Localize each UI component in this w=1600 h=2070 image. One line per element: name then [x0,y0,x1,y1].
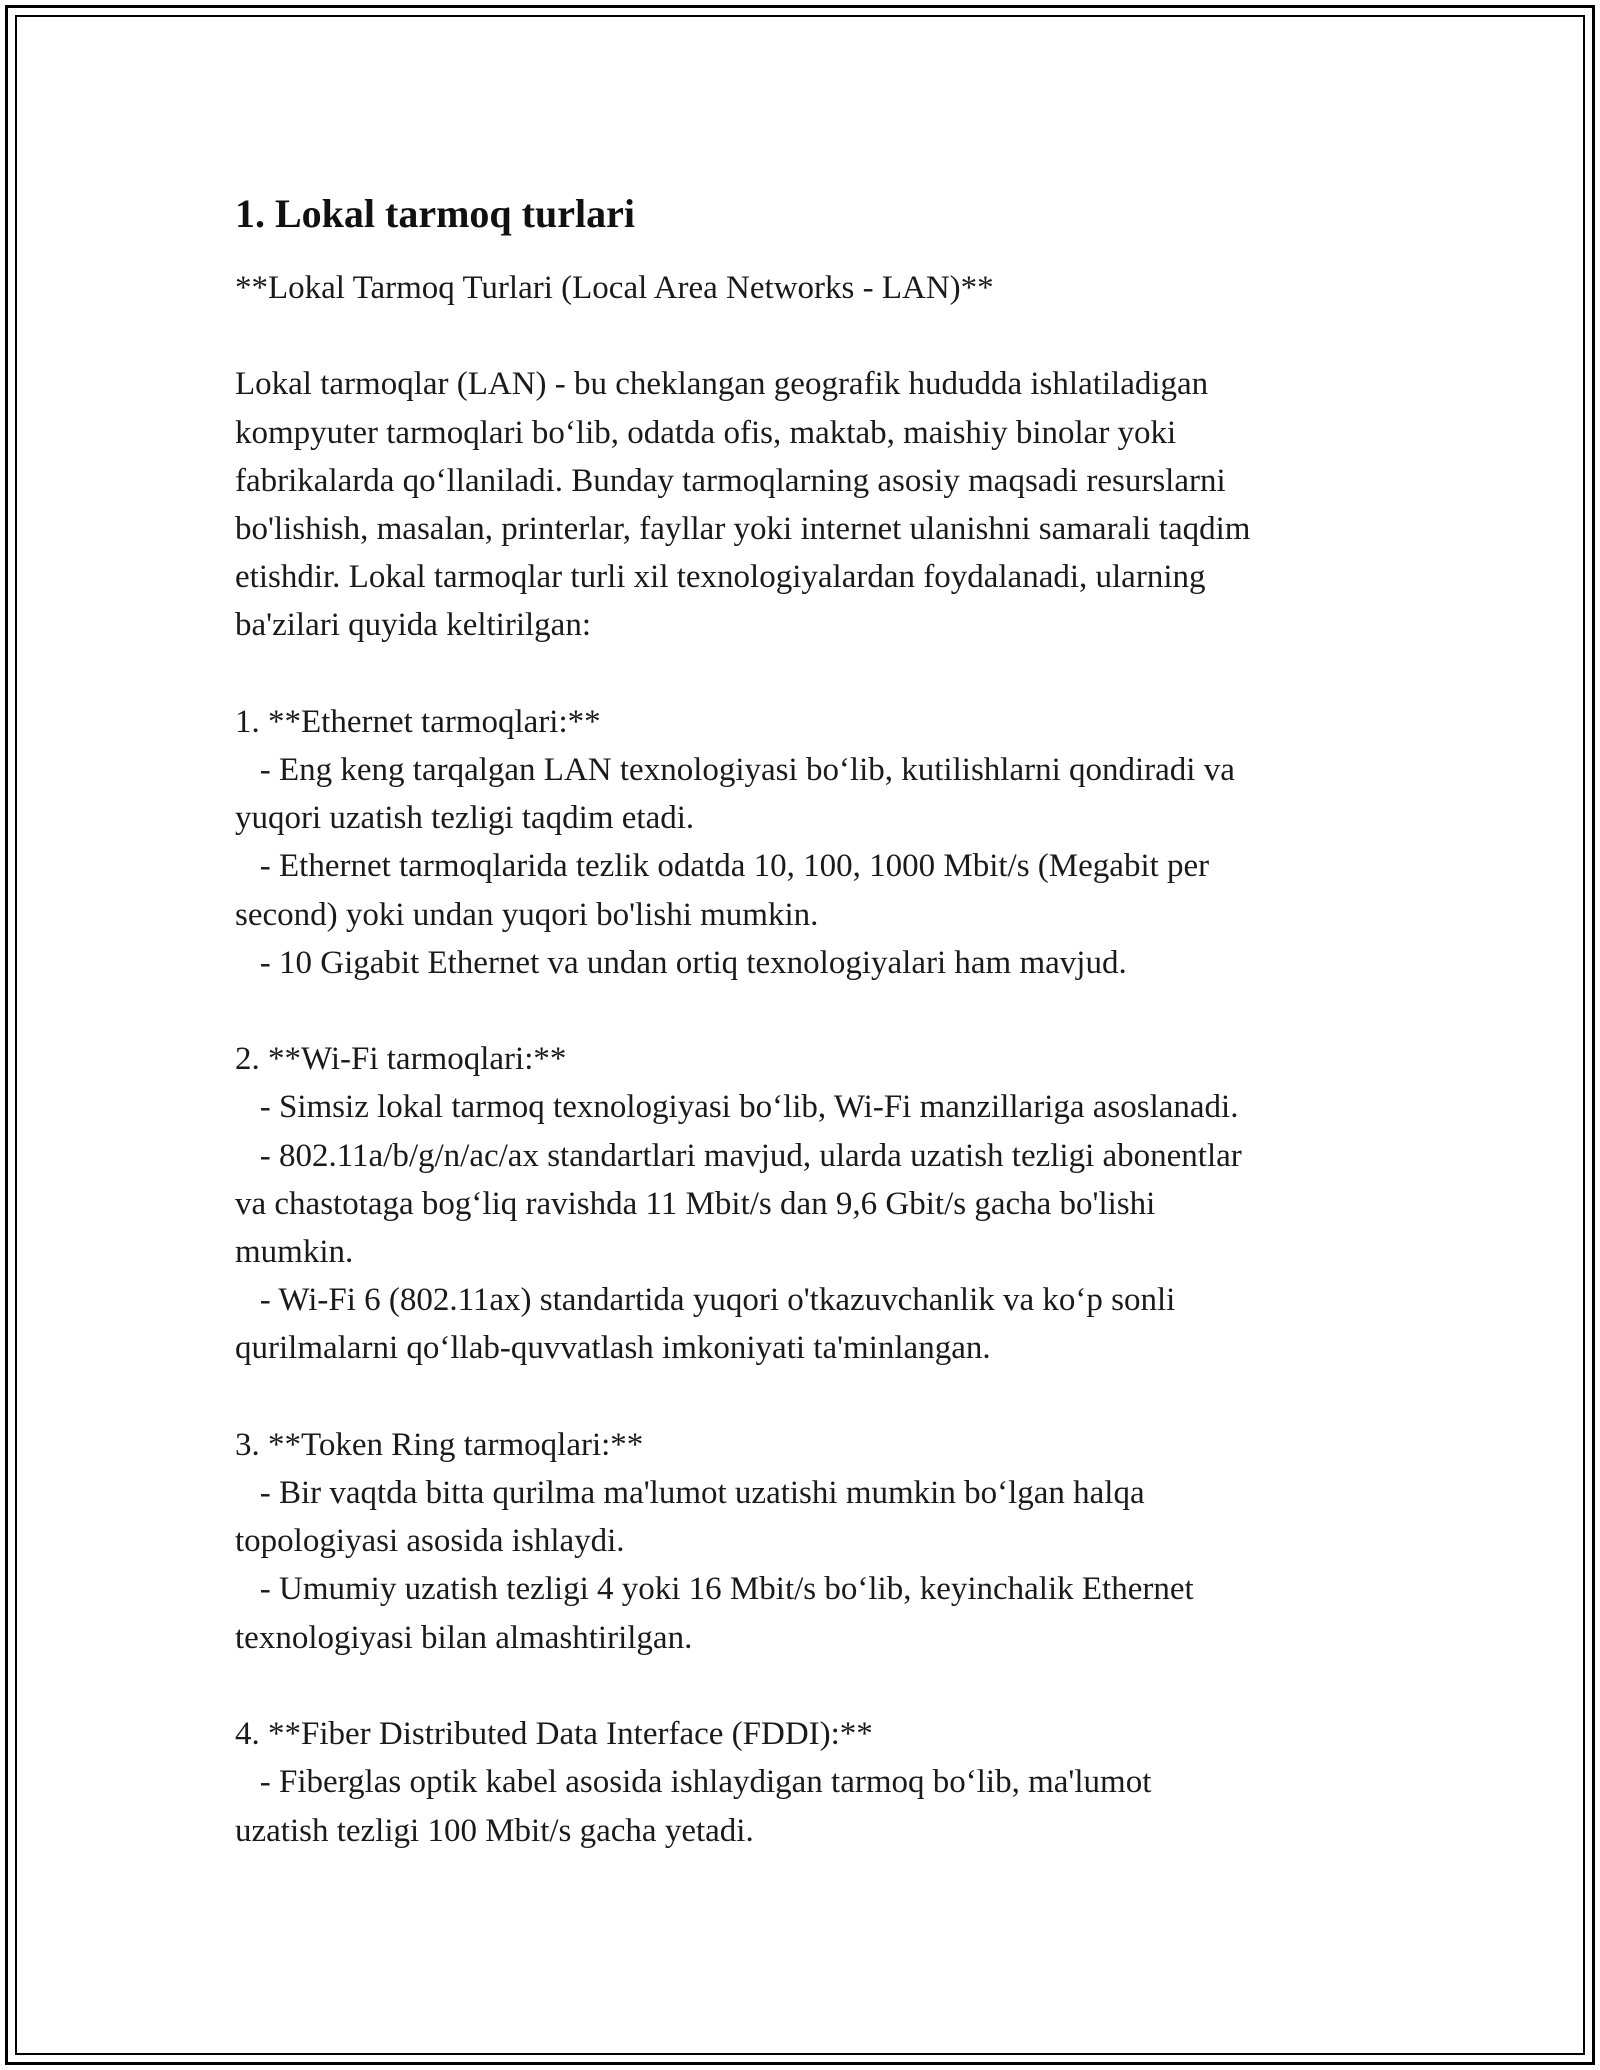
document-content [235,188,1395,1855]
document-title: 1. Lokal tarmoq turlari [235,191,635,236]
document-body: **Lokal Tarmoq Turlari (Local Area Networks - LAN)** Lokal tarmoqlar (LAN) - bu cheklangan geografik hududda ishlatiladigan kompyuter tarmoqlari bo‘lib, odatda ofis, maktab, maishiy binolar yoki fabrikalarda qo‘llaniladi. Bunday tarmoqlarning asosiy maqsadi resurslarni bo'lishish, masalan, printerlar, fayllar yoki internet ulanishni samarali taqdim etishdir. Lokal tarmoqlar turli xil texnologiyalardan foydalanadi, ularning ba'zilari quyida keltirilgan: 1. **Ethernet tarmoqlari:** - Eng keng tarqalgan LAN texnologiyasi bo‘lib, kutilishlarni qondiradi va yuqori uzatish tezligi taqdim etadi. - Ethernet tarmoqlarida tezlik odatda 10, 100, 1000 Mbit/s (Megabit per second) yoki undan yuqori bo'lishi mumkin. - 10 Gigabit Ethernet va undan ortiq texnologiyalari ham mavjud. 2. **Wi-Fi tarmoqlari:** - Simsiz lokal tarmoq texnologiyasi bo‘lib, Wi-Fi manzillariga asoslanadi. - 802.11a/b/g/n/ac/ax standartlari mavjud, ularda uzatish tezligi abonentlar va chastotaga bog‘liq ravishda 11 Mbit/s dan 9,6 Gbit/s gacha bo'lishi mumkin. - Wi-Fi 6 (802.11ax) standartida yuqori o'tkazuvchanlik va ko‘p sonli qurilmalarni qo‘llab-quvvatlash imkoniyati ta'minlangan. 3. **Token Ring tarmoqlari:** - Bir vaqtda bitta qurilma ma'lumot uzatishi mumkin bo‘lgan halqa topologiyasi asosida ishlaydi. - Umumiy uzatish tezligi 4 yoki 16 Mbit/s bo‘lib, keyinchalik Ethernet texnologiyasi bilan almashtirilgan. 4. **Fiber Distributed Data Interface (FDDI):** - Fiberglas optik kabel asosida ishlaydigan tarmoq bo‘lib, ma'lumot uzatish tezligi 100 Mbit/s gacha yetadi. [235,270,1251,1849]
